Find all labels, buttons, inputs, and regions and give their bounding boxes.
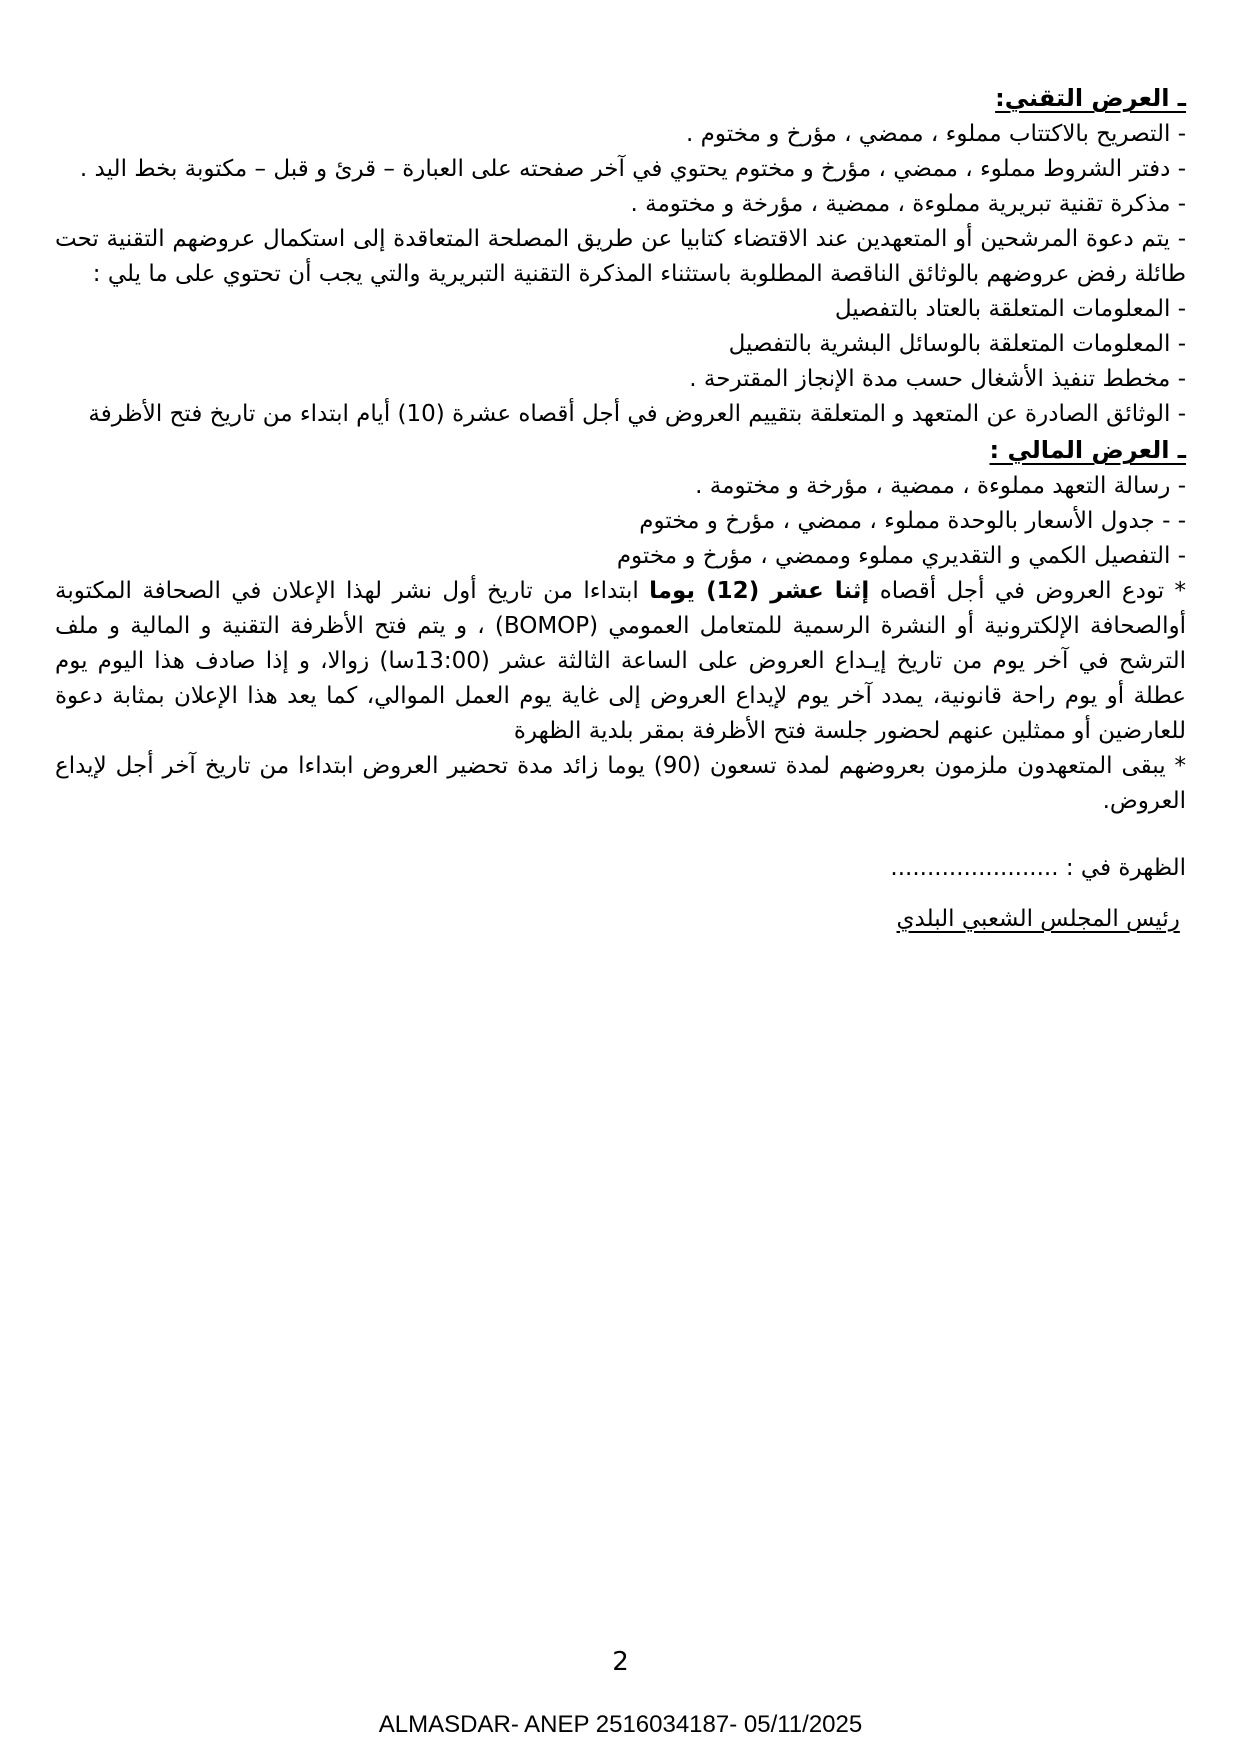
deposit-deadline-prefix: * تودع العروض في أجل أقصاه <box>869 578 1187 604</box>
financial-offer-item: - التفصيل الكمي و التقديري مملوء وممضي ، مؤرخ و مختوم <box>616 543 1186 569</box>
signature-date-line: الظهرة في : ....................... <box>890 855 1186 881</box>
technical-offer-invitation-paragraph: - يتم دعوة المرشحين أو المتعهدين عند الاقتضاء كتابيا عن طريق المصلحة المتعاقدة إلى استكمال عروضهم التقنية تحت طائلة رفض عروضهم بالوثائق الناقصة المطلوبة باستثناء المذكرة التقنية التبريرية والتي يجب أن تحتوي على ما يلي : <box>55 226 1186 287</box>
technical-offer-heading <box>55 80 1186 117</box>
signature-title: رئيس المجلس الشعبي البلدي <box>896 906 1180 932</box>
financial-offer-item: - رسالة التعهد مملوءة ، ممضية ، مؤرخة و مختومة . <box>695 473 1186 499</box>
technical-offer-item: - الوثائق الصادرة عن المتعهد و المتعلقة بتقييم العروض في أجل أقصاه عشرة (10) أيام ابتداء من تاريخ فتح الأظرفة <box>88 401 1186 427</box>
deposit-deadline-suffix: ابتداءا من تاريخ أول نشر لهذا الإعلان في الصحافة المكتوبة أوالصحافة الإلكترونية أو النشرة الرسمية للمتعامل العمومي (BOMOP) ، و يتم فتح الأظرفة التقنية و المالية و ملف الترشح في آخر يوم من تاريخ إيـداع العروض على الساعة الثالثة عشر (13:00سا) زوالا، و إذا صادف هذا اليوم يوم عطلة أو يوم راحة قانونية، يمدد آخر يوم لإيداع العروض إلى غاية يوم العمل الموالي، كما يعد هذا الإعلان بمثابة دعوة للعارضين أو ممثلين عنهم لحضور جلسة فتح الأظرفة بمقر بلدية الظهرة <box>55 578 1187 744</box>
page-footer: ALMASDAR- ANEP 2516034187- 05/11/2025 <box>378 1711 863 1738</box>
offer-validity-paragraph: * يبقى المتعهدون ملزمون بعروضهم لمدة تسعون (90) يوما زائد مدة تحضير العروض ابتداءا من تاريخ آخر أجل لإيداع العروض. <box>55 753 1186 814</box>
page-number: 2 <box>612 1647 629 1677</box>
deposit-deadline-paragraph <box>55 574 1186 749</box>
signature-block-wrapper <box>775 851 1186 937</box>
financial-offer-item: - - جدول الأسعار بالوحدة مملوء ، ممضي ، مؤرخ و مختوم <box>639 508 1186 534</box>
technical-offer-heading-text: ـ العرض التقني: <box>995 84 1186 112</box>
technical-offer-item: - المعلومات المتعلقة بالوسائل البشرية بالتفصيل <box>728 331 1186 357</box>
technical-offer-item: - مخطط تنفيذ الأشغال حسب مدة الإنجاز المقترحة . <box>689 366 1186 392</box>
technical-offer-item: - التصريح بالاكتتاب مملوء ، ممضي ، مؤرخ و مختوم . <box>686 121 1186 147</box>
deposit-deadline-duration: إثنا عشر (12) يوما <box>649 578 870 604</box>
financial-offer-heading <box>55 432 1186 469</box>
technical-offer-item: - دفتر الشروط مملوء ، ممضي ، مؤرخ و مختوم يحتوي في آخر صفحته على العبارة – قرئ و قبل – مكتوبة بخط اليد . <box>79 156 1186 182</box>
signature-block <box>890 851 1186 937</box>
technical-offer-item: - مذكرة تقنية تبريرية مملوءة ، ممضية ، مؤرخة و مختومة . <box>630 191 1186 217</box>
technical-offer-item: - المعلومات المتعلقة بالعتاد بالتفصيل <box>834 296 1186 322</box>
financial-offer-heading-text: ـ العرض المالي : <box>989 436 1186 464</box>
